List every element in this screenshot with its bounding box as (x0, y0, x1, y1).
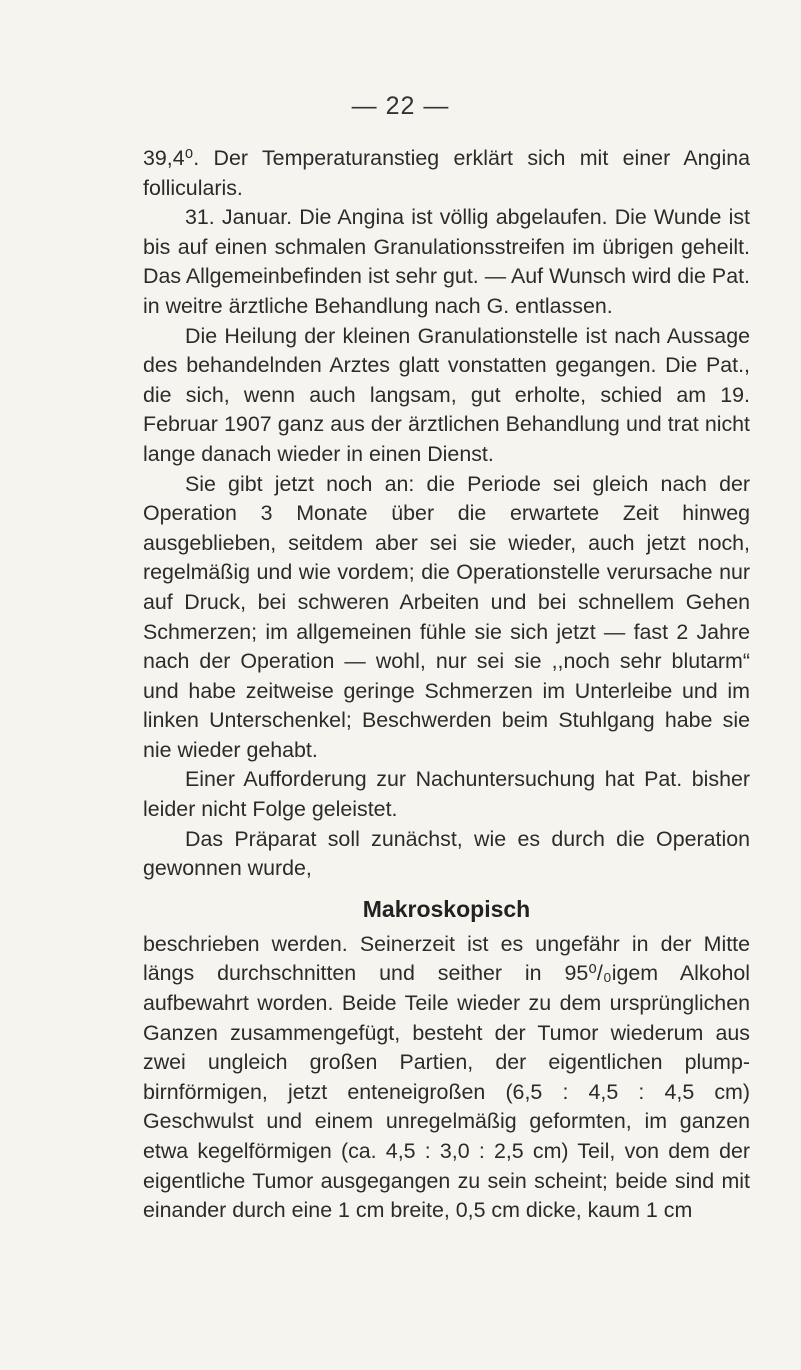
page-number: — 22 — (351, 92, 450, 120)
paragraph-3: Die Heilung der kleinen Granulationstelle ist nach Aussage des behandelnden Arztes glatt vonstatten gegangen. Die Pat., die sich, wenn auch langsam, gut erholte, schied am 19. Februar 1907 ganz aus der ärztlichen Behandlung und trat nicht lange danach wieder in einen Dienst. (143, 323, 750, 466)
paragraph-6: Das Präparat soll zunächst, wie es durch die Operation gewonnen wurde, (143, 826, 750, 881)
text-body (143, 144, 750, 1226)
paragraph-4: Sie gibt jetzt noch an: die Periode sei gleich nach der Operation 3 Monate über die erwartete Zeit hinweg ausgeblieben, seitdem aber sei sie wieder, auch jetzt noch, regelmäßig und wie vordem; die Operationstelle verursache nur auf Druck, bei schweren Arbeiten und bei schnellem Gehen Schmerzen; im allgemeinen fühle sie sich jetzt — fast 2 Jahre nach der Operation — wohl, nur sei sie ,,noch sehr blutarm“ und habe zeitweise geringe Schmerzen im Unterleibe und im linken Unterschenkel; Beschwerden beim Stuhlgang habe sie nie wieder gehabt. (143, 471, 750, 762)
paragraph-1: 39,4⁰. Der Temperaturanstieg erklärt sich mit einer Angina follicularis. (143, 146, 750, 200)
paragraph-7: beschrieben werden. Seinerzeit ist es ungefähr in der Mitte längs durchschnitten und seither in 95⁰/₀igem Alkohol aufbewahrt worden. Beide Teile wieder zu dem ursprünglichen Ganzen zusammengefügt, besteht der Tumor wiederum aus zwei ungleich großen Partien, der eigentlichen plump-birnförmigen, jetzt enteneigroßen (6,5 : 4,5 : 4,5 cm) Geschwulst und einem unregelmäßig geformten, im ganzen etwa kegelförmigen (ca. 4,5 : 3,0 : 2,5 cm) Teil, von dem der eigentliche Tumor ausgegangen zu sein scheint; beide sind mit einander durch eine 1 cm breite, 0,5 cm dicke, kaum 1 cm (143, 931, 750, 1223)
section-heading: Makroskopisch (362, 895, 531, 922)
paragraph-2: 31. Januar. Die Angina ist völlig abgelaufen. Die Wunde ist bis auf einen schmalen Granulationsstreifen im übrigen geheilt. Das Allgemeinbefinden ist sehr gut. — Auf Wunsch wird die Pat. in weitre ärztliche Behandlung nach G. entlassen. (143, 205, 750, 318)
paragraph-5: Einer Aufforderung zur Nachuntersuchung hat Pat. bisher leider nicht Folge geleistet. (143, 767, 750, 822)
